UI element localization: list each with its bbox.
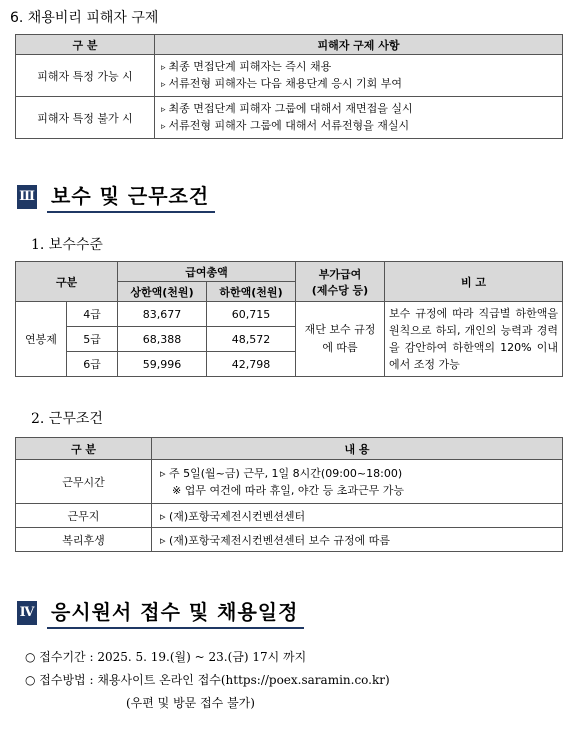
upper-value: 59,996 xyxy=(118,352,207,377)
row-label: 피해자 특정 불가 시 xyxy=(16,97,155,139)
section-title: 보수 및 근무조건 xyxy=(47,180,215,213)
section-numeral: Ⅳ xyxy=(17,601,37,625)
row-label: 피해자 특정 가능 시 xyxy=(16,55,155,97)
row-label: 연봉제 xyxy=(16,302,67,377)
table-header-category: 구 분 xyxy=(16,35,155,55)
work-line: ▹ (재)포항국제전시컨벤션센터 보수 규정에 따름 xyxy=(152,528,563,552)
relief-item: 최종 면접단계 피해자 그룹에 대해서 재면접을 실시 xyxy=(168,101,413,115)
extra-pay-note: 재단 보수 규정에 따름 xyxy=(296,302,385,377)
application-note: (우편 및 방문 접수 불가) xyxy=(126,696,255,710)
header-note: 비 고 xyxy=(385,262,563,302)
pay-table xyxy=(15,261,563,377)
upper-value: 68,388 xyxy=(118,327,207,352)
work-line: ▹ 주 5일(월~금) 근무, 1일 8시간(09:00~18:00) xyxy=(160,466,403,480)
section-4-heading xyxy=(17,596,304,629)
row-label: 근무지 xyxy=(16,504,152,528)
application-period: ○ 접수기간 : 2025. 5. 19.(월) ~ 23.(금) 17시 까지 xyxy=(25,650,307,664)
upper-value: 83,677 xyxy=(118,302,207,327)
header-extra: 부가급여 (제수당 등) xyxy=(296,262,385,302)
lower-value: 60,715 xyxy=(207,302,296,327)
header-upper: 상한액(천원) xyxy=(118,282,207,302)
row-label: 복리후생 xyxy=(16,528,152,552)
table-row xyxy=(16,528,563,552)
pay-subtitle: 1. 보수수준 xyxy=(31,237,103,253)
lower-value: 48,572 xyxy=(207,327,296,352)
header-total: 급여총액 xyxy=(118,262,296,282)
section-title: 응시원서 접수 및 채용일정 xyxy=(47,596,304,629)
application-method: ○ 접수방법 : 채용사이트 온라인 접수(https://poex.saramin.co.kr) xyxy=(25,673,390,687)
table-header-relief: 피해자 구제 사항 xyxy=(155,35,563,55)
work-line: ▹ (재)포항국제전시컨벤션센터 xyxy=(152,504,563,528)
grade: 6급 xyxy=(67,352,118,377)
grade: 5급 xyxy=(67,327,118,352)
row-label: 근무시간 xyxy=(16,460,152,504)
work-subtitle: 2. 근무조건 xyxy=(31,411,103,427)
table-row xyxy=(16,460,563,504)
work-line: ※ 업무 여건에 따라 휴일, 야간 등 초과근무 가능 xyxy=(172,483,404,497)
remark: 보수 규정에 따라 직급별 하한액을 원칙으로 하되, 개인의 능력과 경력을 감안하여 하한액의 120% 이내에서 조정 가능 xyxy=(385,302,563,377)
header-category: 구 분 xyxy=(16,438,152,460)
header-category: 구분 xyxy=(16,262,118,302)
header-lower: 하한액(천원) xyxy=(207,282,296,302)
section-3-heading xyxy=(17,180,215,213)
work-conditions-table xyxy=(15,437,563,552)
lower-value: 42,798 xyxy=(207,352,296,377)
section-6-title: 6. 채용비리 피해자 구제 xyxy=(10,10,159,26)
relief-item: 서류전형 피해자 그룹에 대해서 서류전형을 재실시 xyxy=(168,118,410,132)
table-row xyxy=(16,504,563,528)
victim-relief-table xyxy=(15,34,563,139)
table-row: 피해자 특정 가능 시 ▹ 최종 면접단계 피해자는 즉시 채용 ▹ 서류전형 피해자는 다음 채용단계 응시 기회 부여 xyxy=(16,55,563,97)
table-row xyxy=(16,302,563,327)
table-row: 피해자 특정 불가 시 ▹ 최종 면접단계 피해자 그룹에 대해서 재면접을 실시 ▹ 서류전형 피해자 그룹에 대해서 서류전형을 재실시 xyxy=(16,97,563,139)
header-content: 내 용 xyxy=(152,438,563,460)
relief-item: 서류전형 피해자는 다음 채용단계 응시 기회 부여 xyxy=(168,76,403,90)
section-numeral: Ⅲ xyxy=(17,185,37,209)
relief-item: 최종 면접단계 피해자는 즉시 채용 xyxy=(168,59,332,73)
grade: 4급 xyxy=(67,302,118,327)
